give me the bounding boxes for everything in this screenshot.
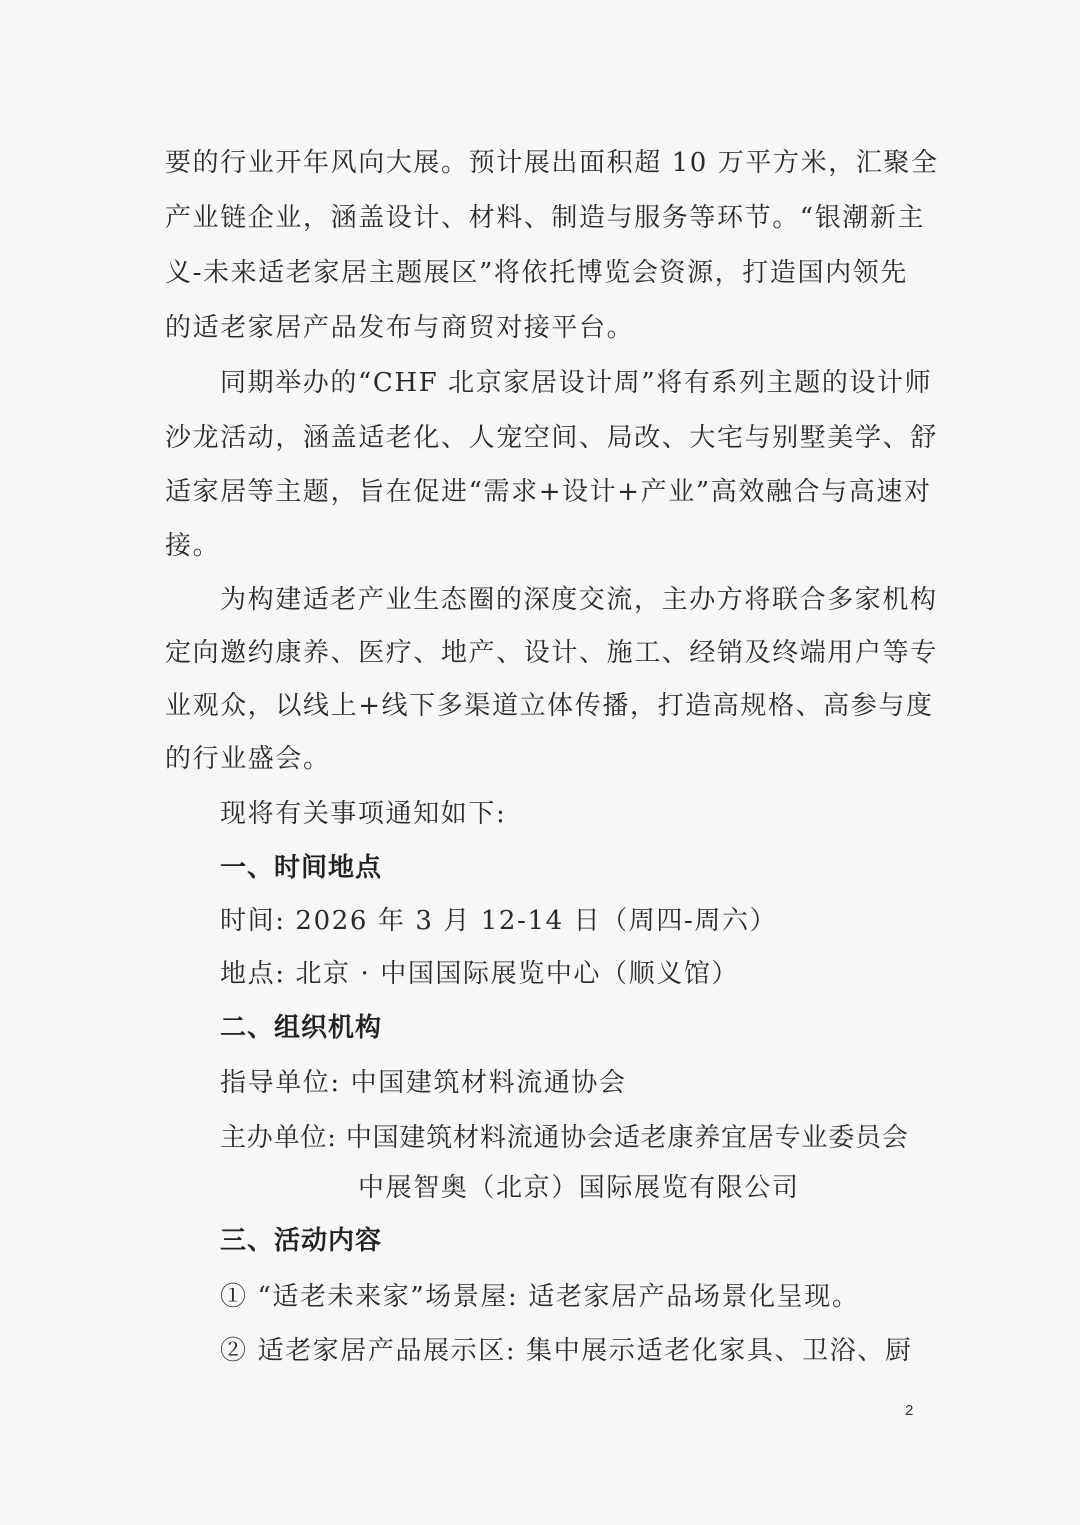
activity-item-2: ② 适老家居产品展示区: 集中展示适老化家具、卫浴、厨 xyxy=(220,1336,913,1366)
paragraph-1-line-3: 义-未来适老家居主题展区”将依托博览会资源，打造国内领先 xyxy=(165,258,908,288)
guiding-unit: 指导单位: 中国建筑材料流通协会 xyxy=(220,1068,627,1098)
paragraph-2-line-1: 同期举办的“CHF 北京家居设计周”将有系列主题的设计师 xyxy=(220,368,933,398)
notice-intro: 现将有关事项通知如下: xyxy=(220,799,507,829)
paragraph-3-line-4: 的行业盛会。 xyxy=(165,744,331,774)
paragraph-3-line-3: 业观众，以线上+线下多渠道立体传播，打造高规格、高参与度 xyxy=(165,691,934,721)
paragraph-3-line-2: 定向邀约康养、医疗、地产、设计、施工、经销及终端用户等专 xyxy=(165,638,938,668)
paragraph-2-line-3: 适家居等主题，旨在促进“需求+设计+产业”高效融合与高速对 xyxy=(165,477,932,507)
paragraph-1-line-2: 产业链企业，涵盖设计、材料、制造与服务等环节。“银潮新主 xyxy=(165,203,926,233)
section-heading-organization: 二、组织机构 xyxy=(220,1013,383,1043)
event-time: 时间: 2026 年 3 月 12-14 日（周四-周六） xyxy=(220,906,778,936)
host-unit: 主办单位: 中国建筑材料流通协会适老康养宜居专业委员会 xyxy=(220,1123,909,1153)
page-number: 2 xyxy=(905,1402,914,1419)
section-heading-time-location: 一、时间地点 xyxy=(220,853,383,883)
paragraph-2-line-2: 沙龙活动，涵盖适老化、人宠空间、局改、大宅与别墅美学、舒 xyxy=(165,423,938,453)
host-unit-2: 中展智奥（北京）国际展览有限公司 xyxy=(358,1173,800,1203)
activity-item-1: ① “适老未来家”场景屋: 适老家居产品场景化呈现。 xyxy=(220,1282,860,1312)
event-location: 地点: 北京 · 中国国际展览中心（顺义馆） xyxy=(220,959,740,989)
paragraph-3-line-1: 为构建适老产业生态圈的深度交流，主办方将联合多家机构 xyxy=(220,585,938,615)
paragraph-1-line-1: 要的行业开年风向大展。预计展出面积超 10 万平方米，汇聚全 xyxy=(165,148,939,178)
paragraph-2-line-4: 接。 xyxy=(165,531,221,561)
paragraph-1-line-4: 的适老家居产品发布与商贸对接平台。 xyxy=(165,313,635,343)
section-heading-activities: 三、活动内容 xyxy=(220,1226,383,1256)
